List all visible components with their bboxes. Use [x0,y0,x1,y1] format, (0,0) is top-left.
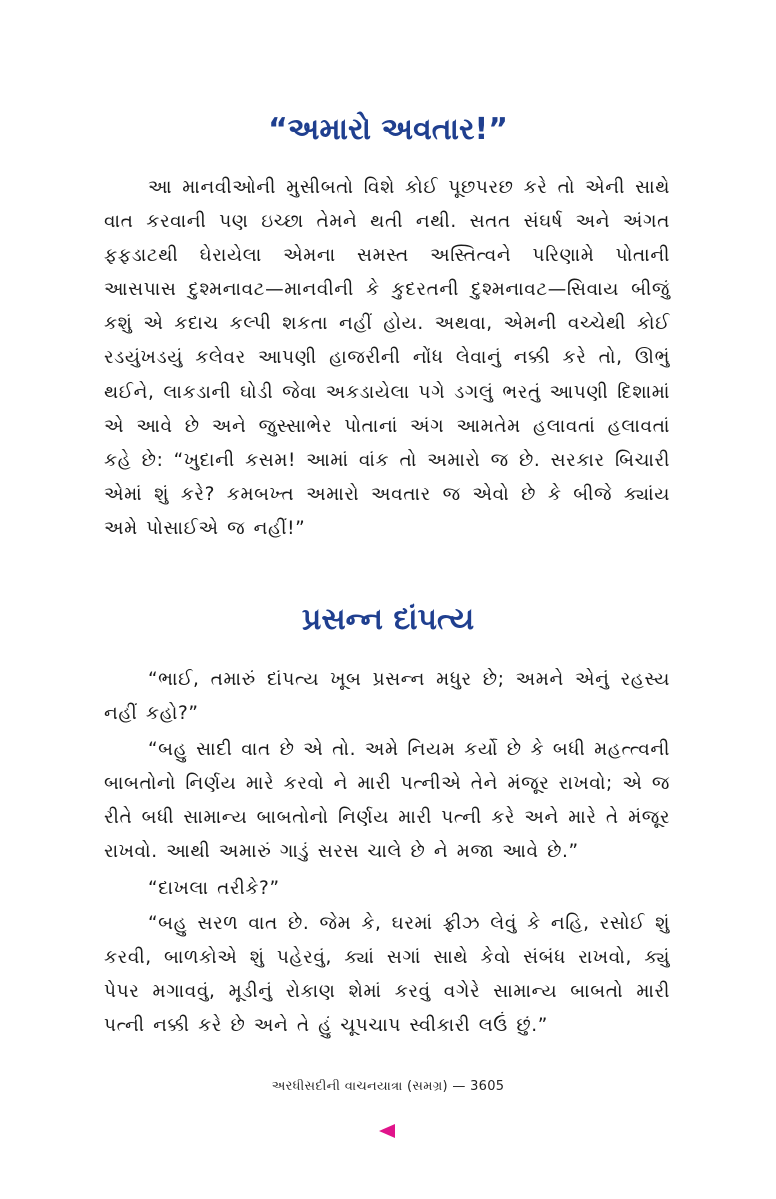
paragraph: “બહુ સાદી વાત છે એ તો. અમે નિયમ કર્યો છે કે બધી મહત્ત્વની બાબતોનો નિર્ણય મારે કરવો ને મારી પત્નીએ તેને મંજૂર રાખવો; એ જ રીતે બધી સામાન્ય બાબતોનો નિર્ણય મારી પત્ની કરે અને મારે તે મંજૂર રાખવો. આથી અમારું ગાડું સરસ ચાલે છે ને મજા આવે છે.” [104,739,670,863]
paragraph: આ માનવીઓની મુસીબતો વિશે કોઈ પૂછપરછ કરે તો એની સાથે વાત કરવાની પણ ઇચ્છા તેમને થતી નથી. સતત સંઘર્ષ અને અંગત ફફડાટથી ઘેરાયેલા એમના સમસ્ત અસ્તિત્વને પરિણામે પોતાની આસપાસ દુશ્મનાવટ—માનવીની કે કુદરતની દુશ્મનાવટ—સિવાય બીજું કશું એ કદાચ કલ્પી શકતા નહીં હોય. અથવા, એમની વચ્ચેથી કોઈ રડયુંખડયું કલેવર આપણી હાજરીની નોંધ લેવાનું નક્કી કરે તો, ઊભું થઈને, લાકડાની ઘોડી જેવા અકડાયેલા પગે ડગલું ભરતું આપણી દિશામાં એ આવે છે અને જુસ્સાભેર પોતાનાં અંગ આમતેમ હલાવતાં હલાવતાં કહે છે: “ખુદાની કસમ! આમાં વાંક તો અમારો જ છે. સરકાર બિચારી એમાં શું કરે? કમબખ્ત અમારો અવતાર જ એવો છે કે બીજે ક્યાંય અમે પોસાઈએ જ નહીં!” [104,177,670,539]
paragraph: “દાખલા તરીકે?” [148,878,280,899]
previous-page-button[interactable] [376,1121,398,1141]
page-footer: અરધીસદીની વાચનયાત્રા (સમગ્ર) — 3605 [271,1079,505,1094]
paragraph: “બહુ સરળ વાત છે. જેમ કે, ઘરમાં ફ્રીઝ લેવું કે નહિ, રસોઈ શું કરવી, બાળકોએ શું પહેરવું, ક્યાં સગાં સાથે કેવો સંબંધ રાખવો, ક્યું પેપર મગાવવું, મૂડીનું રોકાણ શેમાં કરવું વગેરે સામાન્ય બાબતો મારી પત્ની નક્કી કરે છે અને તે હું ચૂપચાપ સ્વીકારી લઉં છું.” [104,913,670,1037]
triangle-left-icon [379,1124,395,1138]
section-title: પ્રસન્ન દાંપત્ય [301,602,475,637]
paragraph: “ભાઈ, તમારું દાંપત્ય ખૂબ પ્રસન્ન મધુર છે; અમને એનું રહસ્ય નહીં કહો?” [104,669,670,725]
section-title: “અમારો અવતાર!” [268,112,508,147]
